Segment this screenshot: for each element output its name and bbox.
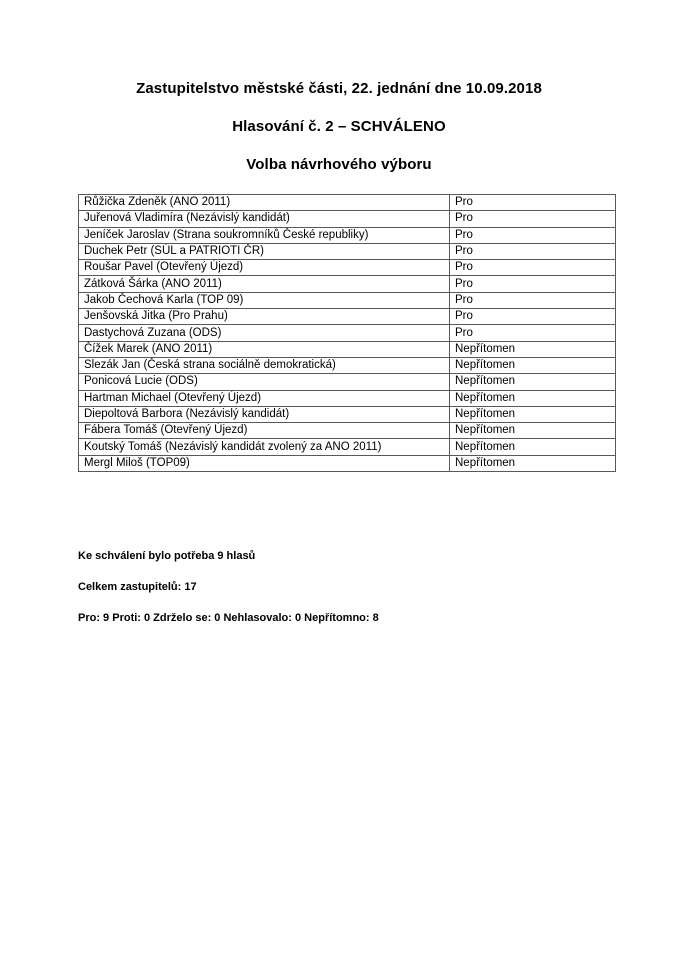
member-name-cell: Jeníček Jaroslav (Strana soukromníků České republiky) — [79, 227, 450, 243]
vote-value-cell: Nepřítomen — [450, 455, 616, 471]
member-name-cell: Růžička Zdeněk (ANO 2011) — [79, 195, 450, 211]
table-row — [79, 439, 616, 455]
vote-value-cell: Pro — [450, 325, 616, 341]
member-name-cell: Koutský Tomáš (Nezávislý kandidát zvolený za ANO 2011) — [79, 439, 450, 455]
member-name-cell: Jakob Čechová Karla (TOP 09) — [79, 292, 450, 308]
member-name-cell: Mergl Miloš (TOP09) — [79, 455, 450, 471]
vote-value-cell: Nepřítomen — [450, 423, 616, 439]
table-row — [79, 309, 616, 325]
member-name-cell: Zátková Šárka (ANO 2011) — [79, 276, 450, 292]
vote-value-cell: Nepřítomen — [450, 390, 616, 406]
vote-value-cell: Pro — [450, 243, 616, 259]
member-name-cell: Juřenová Vladimíra (Nezávislý kandidát) — [79, 211, 450, 227]
member-name-cell: Duchek Petr (SÚL a PATRIOTI ČR) — [79, 243, 450, 259]
total-members-summary: Celkem zastupitelů: 17 — [78, 581, 197, 594]
vote-value-cell: Pro — [450, 227, 616, 243]
table-row — [79, 260, 616, 276]
vote-value-cell: Pro — [450, 195, 616, 211]
voting-table-body — [79, 195, 616, 472]
member-name-cell: Diepoltová Barbora (Nezávislý kandidát) — [79, 406, 450, 422]
table-row — [79, 243, 616, 259]
vote-result-title: Hlasování č. 2 – SCHVÁLENO — [232, 118, 446, 135]
vote-value-cell: Pro — [450, 292, 616, 308]
required-votes-summary: Ke schválení bylo potřeba 9 hlasů — [78, 550, 256, 563]
member-name-cell: Dastychová Zuzana (ODS) — [79, 325, 450, 341]
vote-value-cell: Nepřítomen — [450, 341, 616, 357]
vote-counts-summary: Pro: 9 Proti: 0 Zdrželo se: 0 Nehlasovalo: 0 Nepřítomno: 8 — [78, 612, 379, 625]
vote-value-cell: Pro — [450, 260, 616, 276]
member-name-cell: Roušar Pavel (Otevřený Újezd) — [79, 260, 450, 276]
member-name-cell: Čížek Marek (ANO 2011) — [79, 341, 450, 357]
table-row — [79, 341, 616, 357]
voting-table — [78, 194, 616, 472]
vote-subject-title: Volba návrhového výboru — [246, 156, 432, 173]
table-row — [79, 195, 616, 211]
member-name-cell: Ponicová Lucie (ODS) — [79, 374, 450, 390]
vote-value-cell: Pro — [450, 276, 616, 292]
vote-value-cell: Nepřítomen — [450, 439, 616, 455]
table-row — [79, 227, 616, 243]
table-row — [79, 455, 616, 471]
table-row — [79, 357, 616, 373]
vote-value-cell: Pro — [450, 211, 616, 227]
member-name-cell: Jenšovská Jitka (Pro Prahu) — [79, 309, 450, 325]
vote-value-cell: Nepřítomen — [450, 374, 616, 390]
vote-value-cell: Nepřítomen — [450, 357, 616, 373]
vote-value-cell: Nepřítomen — [450, 406, 616, 422]
table-row — [79, 406, 616, 422]
table-row — [79, 211, 616, 227]
table-row — [79, 276, 616, 292]
table-row — [79, 292, 616, 308]
member-name-cell: Slezák Jan (Česká strana sociálně demokratická) — [79, 357, 450, 373]
meeting-title: Zastupitelstvo městské části, 22. jednání dne 10.09.2018 — [136, 80, 542, 97]
table-row — [79, 374, 616, 390]
table-row — [79, 423, 616, 439]
vote-value-cell: Pro — [450, 309, 616, 325]
table-row — [79, 390, 616, 406]
table-row — [79, 325, 616, 341]
member-name-cell: Hartman Michael (Otevřený Újezd) — [79, 390, 450, 406]
member-name-cell: Fábera Tomáš (Otevřený Újezd) — [79, 423, 450, 439]
